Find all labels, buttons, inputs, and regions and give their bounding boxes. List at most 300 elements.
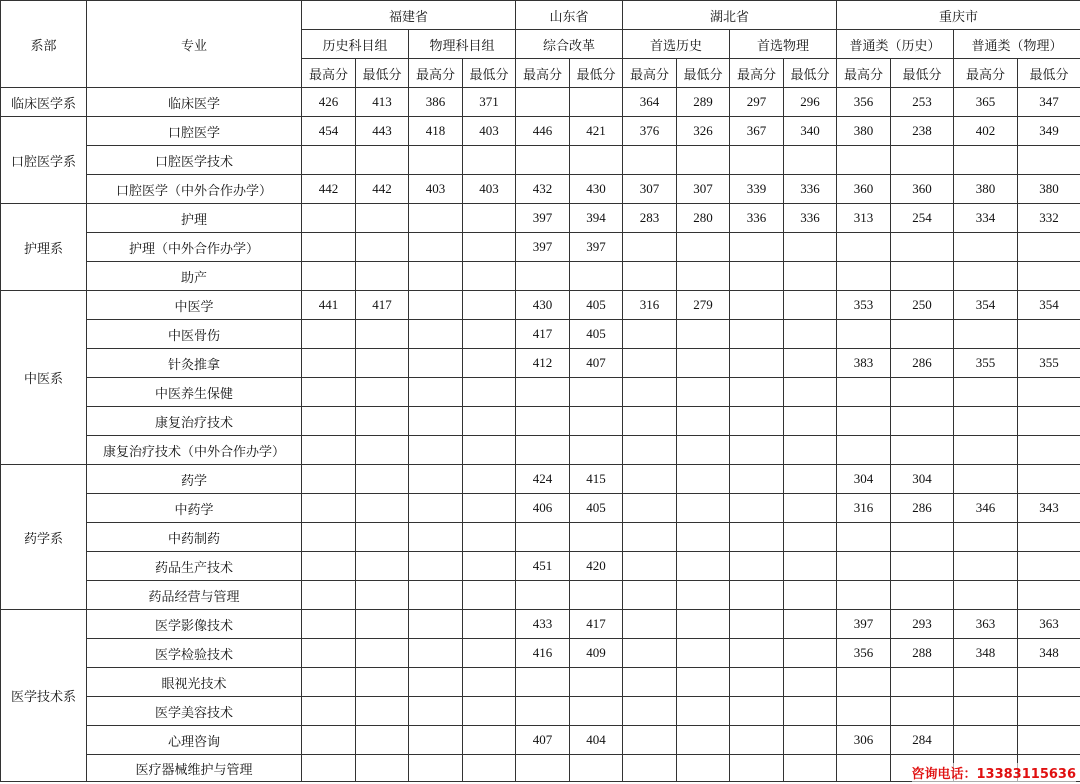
major-cell: 口腔医学（中外合作办学）: [87, 175, 302, 204]
score-cell: [677, 262, 730, 291]
score-cell: [463, 523, 516, 552]
score-cell: [302, 726, 356, 755]
table-row: [1, 378, 1080, 407]
score-cell: [623, 610, 677, 639]
dept-cell: 口腔医学系: [1, 117, 87, 204]
score-cell: [784, 668, 837, 697]
table-row: [1, 320, 1080, 349]
score-cell: [302, 262, 356, 291]
major-cell: 医学美容技术: [87, 697, 302, 726]
score-cell: [409, 581, 463, 610]
score-cell: 430: [570, 175, 623, 204]
score-cell: [784, 639, 837, 668]
score-cell: [954, 262, 1018, 291]
score-cell: [837, 378, 891, 407]
major-cell: 眼视光技术: [87, 668, 302, 697]
score-cell: [356, 494, 409, 523]
score-cell: [784, 349, 837, 378]
score-cell: [784, 465, 837, 494]
score-cell: [730, 639, 784, 668]
score-cell: [302, 639, 356, 668]
score-cell: [730, 552, 784, 581]
score-cell: [730, 494, 784, 523]
score-cell: 451: [516, 552, 570, 581]
score-cell: [356, 697, 409, 726]
table-row: [1, 407, 1080, 436]
major-cell: 中医学: [87, 291, 302, 320]
score-cell: [954, 146, 1018, 175]
score-cell: 304: [891, 465, 954, 494]
score-cell: [730, 697, 784, 726]
score-cell: [516, 146, 570, 175]
score-cell: [623, 494, 677, 523]
score-cell: [356, 320, 409, 349]
score-cell: [954, 697, 1018, 726]
major-cell: 医学检验技术: [87, 639, 302, 668]
score-cell: [409, 494, 463, 523]
score-cell: [356, 436, 409, 465]
header-group: 综合改革: [516, 30, 623, 59]
score-cell: [356, 262, 409, 291]
score-cell: [784, 610, 837, 639]
header-max-score: 最高分: [837, 59, 891, 88]
header-min-score: 最低分: [784, 59, 837, 88]
score-cell: 405: [570, 320, 623, 349]
score-cell: 394: [570, 204, 623, 233]
score-cell: [1018, 146, 1080, 175]
score-cell: 336: [784, 204, 837, 233]
score-cell: [409, 726, 463, 755]
dept-cell: 中医系: [1, 291, 87, 465]
score-cell: [302, 610, 356, 639]
score-cell: 356: [837, 639, 891, 668]
score-cell: 253: [891, 88, 954, 117]
score-cell: 360: [837, 175, 891, 204]
score-cell: 420: [570, 552, 623, 581]
score-cell: [356, 639, 409, 668]
score-cell: 293: [891, 610, 954, 639]
score-cell: [516, 755, 570, 782]
score-cell: 326: [677, 117, 730, 146]
score-cell: [409, 291, 463, 320]
header-max-score: 最高分: [409, 59, 463, 88]
score-cell: [570, 88, 623, 117]
score-cell: [954, 378, 1018, 407]
score-cell: 409: [570, 639, 623, 668]
score-cell: 304: [837, 465, 891, 494]
score-cell: [623, 755, 677, 782]
table-row: [1, 436, 1080, 465]
score-cell: [356, 204, 409, 233]
score-cell: [463, 291, 516, 320]
score-cell: [623, 378, 677, 407]
table-row: [1, 233, 1080, 262]
header-dept: 系部: [1, 1, 87, 88]
score-cell: [623, 320, 677, 349]
score-cell: 417: [516, 320, 570, 349]
score-cell: [677, 581, 730, 610]
score-cell: [891, 697, 954, 726]
score-cell: [516, 407, 570, 436]
score-cell: [677, 697, 730, 726]
score-cell: [954, 523, 1018, 552]
score-cell: [730, 349, 784, 378]
score-cell: 380: [1018, 175, 1080, 204]
score-cell: [954, 726, 1018, 755]
score-cell: 364: [623, 88, 677, 117]
score-cell: [891, 320, 954, 349]
score-cell: 380: [954, 175, 1018, 204]
score-cell: [677, 407, 730, 436]
score-cell: [356, 465, 409, 494]
score-cell: [891, 146, 954, 175]
header-group: 首选历史: [623, 30, 730, 59]
score-cell: 442: [302, 175, 356, 204]
score-cell: [677, 494, 730, 523]
score-cell: [409, 697, 463, 726]
score-cell: [302, 465, 356, 494]
major-cell: 助产: [87, 262, 302, 291]
header-group: 历史科目组: [302, 30, 409, 59]
score-cell: [954, 465, 1018, 494]
score-cell: [409, 146, 463, 175]
score-cell: [677, 726, 730, 755]
score-cell: [623, 697, 677, 726]
score-cell: [623, 639, 677, 668]
score-cell: 413: [356, 88, 409, 117]
score-cell: [1018, 233, 1080, 262]
table-row: [1, 639, 1080, 668]
header-province-fujian: 福建省: [302, 1, 516, 30]
score-cell: 406: [516, 494, 570, 523]
score-cell: [784, 726, 837, 755]
table-body: [1, 88, 1080, 782]
score-cell: [837, 697, 891, 726]
score-cell: [837, 233, 891, 262]
score-cell: [677, 349, 730, 378]
score-cell: [302, 755, 356, 782]
score-cell: 432: [516, 175, 570, 204]
major-cell: 中医骨伤: [87, 320, 302, 349]
score-cell: 397: [837, 610, 891, 639]
score-cell: [954, 668, 1018, 697]
table-row: [1, 262, 1080, 291]
table-row: [1, 610, 1080, 639]
major-cell: 针灸推拿: [87, 349, 302, 378]
major-cell: 中医养生保健: [87, 378, 302, 407]
score-cell: 360: [891, 175, 954, 204]
score-cell: [409, 436, 463, 465]
score-cell: 283: [623, 204, 677, 233]
score-cell: [891, 262, 954, 291]
score-cell: [463, 697, 516, 726]
score-cell: 306: [837, 726, 891, 755]
score-cell: 397: [516, 233, 570, 262]
score-cell: 346: [954, 494, 1018, 523]
score-cell: [302, 320, 356, 349]
score-cell: [954, 581, 1018, 610]
score-cell: [784, 697, 837, 726]
table-row: [1, 175, 1080, 204]
major-cell: 医疗器械维护与管理: [87, 755, 302, 782]
major-cell: 药品生产技术: [87, 552, 302, 581]
score-cell: 430: [516, 291, 570, 320]
score-cell: [623, 668, 677, 697]
score-cell: [891, 523, 954, 552]
score-cell: [516, 697, 570, 726]
header-min-score: 最低分: [570, 59, 623, 88]
score-cell: [784, 291, 837, 320]
score-cell: [891, 581, 954, 610]
score-cell: [954, 407, 1018, 436]
score-cell: 334: [954, 204, 1018, 233]
table-row: [1, 581, 1080, 610]
major-cell: 口腔医学技术: [87, 146, 302, 175]
score-cell: 238: [891, 117, 954, 146]
score-cell: [623, 146, 677, 175]
score-cell: 336: [730, 204, 784, 233]
score-cell: 421: [570, 117, 623, 146]
score-cell: [463, 465, 516, 494]
score-cell: 356: [837, 88, 891, 117]
score-cell: [409, 320, 463, 349]
score-cell: [730, 146, 784, 175]
score-cell: [409, 668, 463, 697]
header-max-score: 最高分: [623, 59, 677, 88]
score-cell: [570, 407, 623, 436]
score-cell: [356, 668, 409, 697]
header-province-hubei: 湖北省: [623, 1, 837, 30]
table-header: [1, 1, 1080, 88]
score-cell: [677, 639, 730, 668]
score-cell: [677, 146, 730, 175]
score-cell: 296: [784, 88, 837, 117]
score-cell: [356, 233, 409, 262]
score-cell: [302, 552, 356, 581]
score-cell: [463, 494, 516, 523]
major-cell: 药品经营与管理: [87, 581, 302, 610]
header-group: 普通类（历史）: [837, 30, 954, 59]
header-province-chongqing: 重庆市: [837, 1, 1080, 30]
score-cell: [1018, 320, 1080, 349]
major-cell: 护理: [87, 204, 302, 233]
score-cell: 339: [730, 175, 784, 204]
table-row: [1, 204, 1080, 233]
score-cell: 397: [570, 233, 623, 262]
score-cell: 297: [730, 88, 784, 117]
score-cell: [891, 407, 954, 436]
table-row: [1, 465, 1080, 494]
score-cell: [784, 436, 837, 465]
score-cell: [463, 581, 516, 610]
score-cell: 250: [891, 291, 954, 320]
score-cell: 354: [1018, 291, 1080, 320]
score-cell: [356, 349, 409, 378]
score-cell: 348: [954, 639, 1018, 668]
score-cell: 383: [837, 349, 891, 378]
score-cell: [677, 378, 730, 407]
table-row: [1, 494, 1080, 523]
major-cell: 口腔医学: [87, 117, 302, 146]
score-cell: [891, 378, 954, 407]
score-cell: [677, 465, 730, 494]
score-cell: [1018, 262, 1080, 291]
score-cell: [677, 523, 730, 552]
score-cell: [1018, 523, 1080, 552]
score-cell: 355: [954, 349, 1018, 378]
score-cell: [837, 436, 891, 465]
score-cell: [784, 233, 837, 262]
table-row: [1, 146, 1080, 175]
score-cell: [1018, 668, 1080, 697]
score-cell: [570, 146, 623, 175]
table-row: [1, 291, 1080, 320]
score-cell: [623, 552, 677, 581]
score-cell: [730, 581, 784, 610]
score-cell: [516, 581, 570, 610]
score-cell: [730, 262, 784, 291]
score-cell: 424: [516, 465, 570, 494]
score-cell: 415: [570, 465, 623, 494]
score-cell: [837, 320, 891, 349]
score-cell: [409, 755, 463, 782]
score-cell: [891, 436, 954, 465]
score-cell: [409, 233, 463, 262]
score-cell: [891, 233, 954, 262]
header-max-score: 最高分: [954, 59, 1018, 88]
score-cell: 365: [954, 88, 1018, 117]
score-cell: 416: [516, 639, 570, 668]
score-cell: [1018, 436, 1080, 465]
score-cell: [302, 378, 356, 407]
score-cell: [356, 726, 409, 755]
score-cell: 397: [516, 204, 570, 233]
score-cell: 402: [954, 117, 1018, 146]
score-cell: [954, 320, 1018, 349]
score-cell: 443: [356, 117, 409, 146]
score-cell: [784, 320, 837, 349]
score-cell: [954, 233, 1018, 262]
score-cell: 340: [784, 117, 837, 146]
score-cell: 412: [516, 349, 570, 378]
score-cell: [837, 146, 891, 175]
score-cell: [730, 320, 784, 349]
score-cell: [730, 668, 784, 697]
score-cell: [463, 726, 516, 755]
score-cell: [516, 668, 570, 697]
score-cell: [463, 639, 516, 668]
score-cell: [356, 523, 409, 552]
score-cell: 407: [570, 349, 623, 378]
score-cell: 386: [409, 88, 463, 117]
score-cell: [1018, 697, 1080, 726]
score-cell: [570, 523, 623, 552]
score-cell: [570, 378, 623, 407]
score-cell: [954, 552, 1018, 581]
score-cell: [891, 668, 954, 697]
score-cell: [837, 407, 891, 436]
score-cell: [463, 262, 516, 291]
score-cell: 288: [891, 639, 954, 668]
score-cell: [730, 407, 784, 436]
header-min-score: 最低分: [463, 59, 516, 88]
score-cell: [623, 262, 677, 291]
score-cell: [302, 204, 356, 233]
table-row: [1, 552, 1080, 581]
score-cell: [730, 291, 784, 320]
score-cell: 316: [837, 494, 891, 523]
score-cell: [409, 407, 463, 436]
score-cell: 354: [954, 291, 1018, 320]
table-row: [1, 117, 1080, 146]
table-row: [1, 697, 1080, 726]
dept-cell: 药学系: [1, 465, 87, 610]
score-cell: 433: [516, 610, 570, 639]
score-cell: 405: [570, 494, 623, 523]
score-cell: [463, 407, 516, 436]
score-cell: [1018, 407, 1080, 436]
score-cell: 403: [463, 117, 516, 146]
score-cell: [623, 233, 677, 262]
score-cell: [356, 552, 409, 581]
score-cell: [677, 668, 730, 697]
score-cell: 284: [891, 726, 954, 755]
table-row: [1, 523, 1080, 552]
score-cell: 332: [1018, 204, 1080, 233]
score-cell: [409, 204, 463, 233]
score-cell: [570, 581, 623, 610]
score-cell: [677, 610, 730, 639]
score-cell: [623, 436, 677, 465]
score-cell: [302, 494, 356, 523]
score-cell: [516, 378, 570, 407]
score-cell: [837, 523, 891, 552]
score-cell: [1018, 378, 1080, 407]
score-cell: 371: [463, 88, 516, 117]
score-cell: [784, 523, 837, 552]
score-cell: [302, 407, 356, 436]
score-cell: [784, 378, 837, 407]
score-cell: 313: [837, 204, 891, 233]
score-cell: [356, 146, 409, 175]
score-cell: [837, 755, 891, 782]
score-cell: 442: [356, 175, 409, 204]
score-cell: [409, 523, 463, 552]
header-group: 物理科目组: [409, 30, 516, 59]
score-cell: [463, 349, 516, 378]
score-cell: 441: [302, 291, 356, 320]
header-max-score: 最高分: [302, 59, 356, 88]
score-cell: [623, 523, 677, 552]
header-group: 普通类（物理）: [954, 30, 1080, 59]
score-cell: [730, 233, 784, 262]
score-cell: 404: [570, 726, 623, 755]
major-cell: 临床医学: [87, 88, 302, 117]
score-cell: [463, 378, 516, 407]
score-cell: [730, 755, 784, 782]
score-cell: 454: [302, 117, 356, 146]
dept-cell: 医学技术系: [1, 610, 87, 782]
major-cell: 中药制药: [87, 523, 302, 552]
score-cell: [463, 204, 516, 233]
score-cell: 347: [1018, 88, 1080, 117]
header-min-score: 最低分: [1018, 59, 1080, 88]
score-cell: 289: [677, 88, 730, 117]
score-cell: [837, 581, 891, 610]
major-cell: 心理咨询: [87, 726, 302, 755]
major-cell: 中药学: [87, 494, 302, 523]
score-cell: [302, 436, 356, 465]
